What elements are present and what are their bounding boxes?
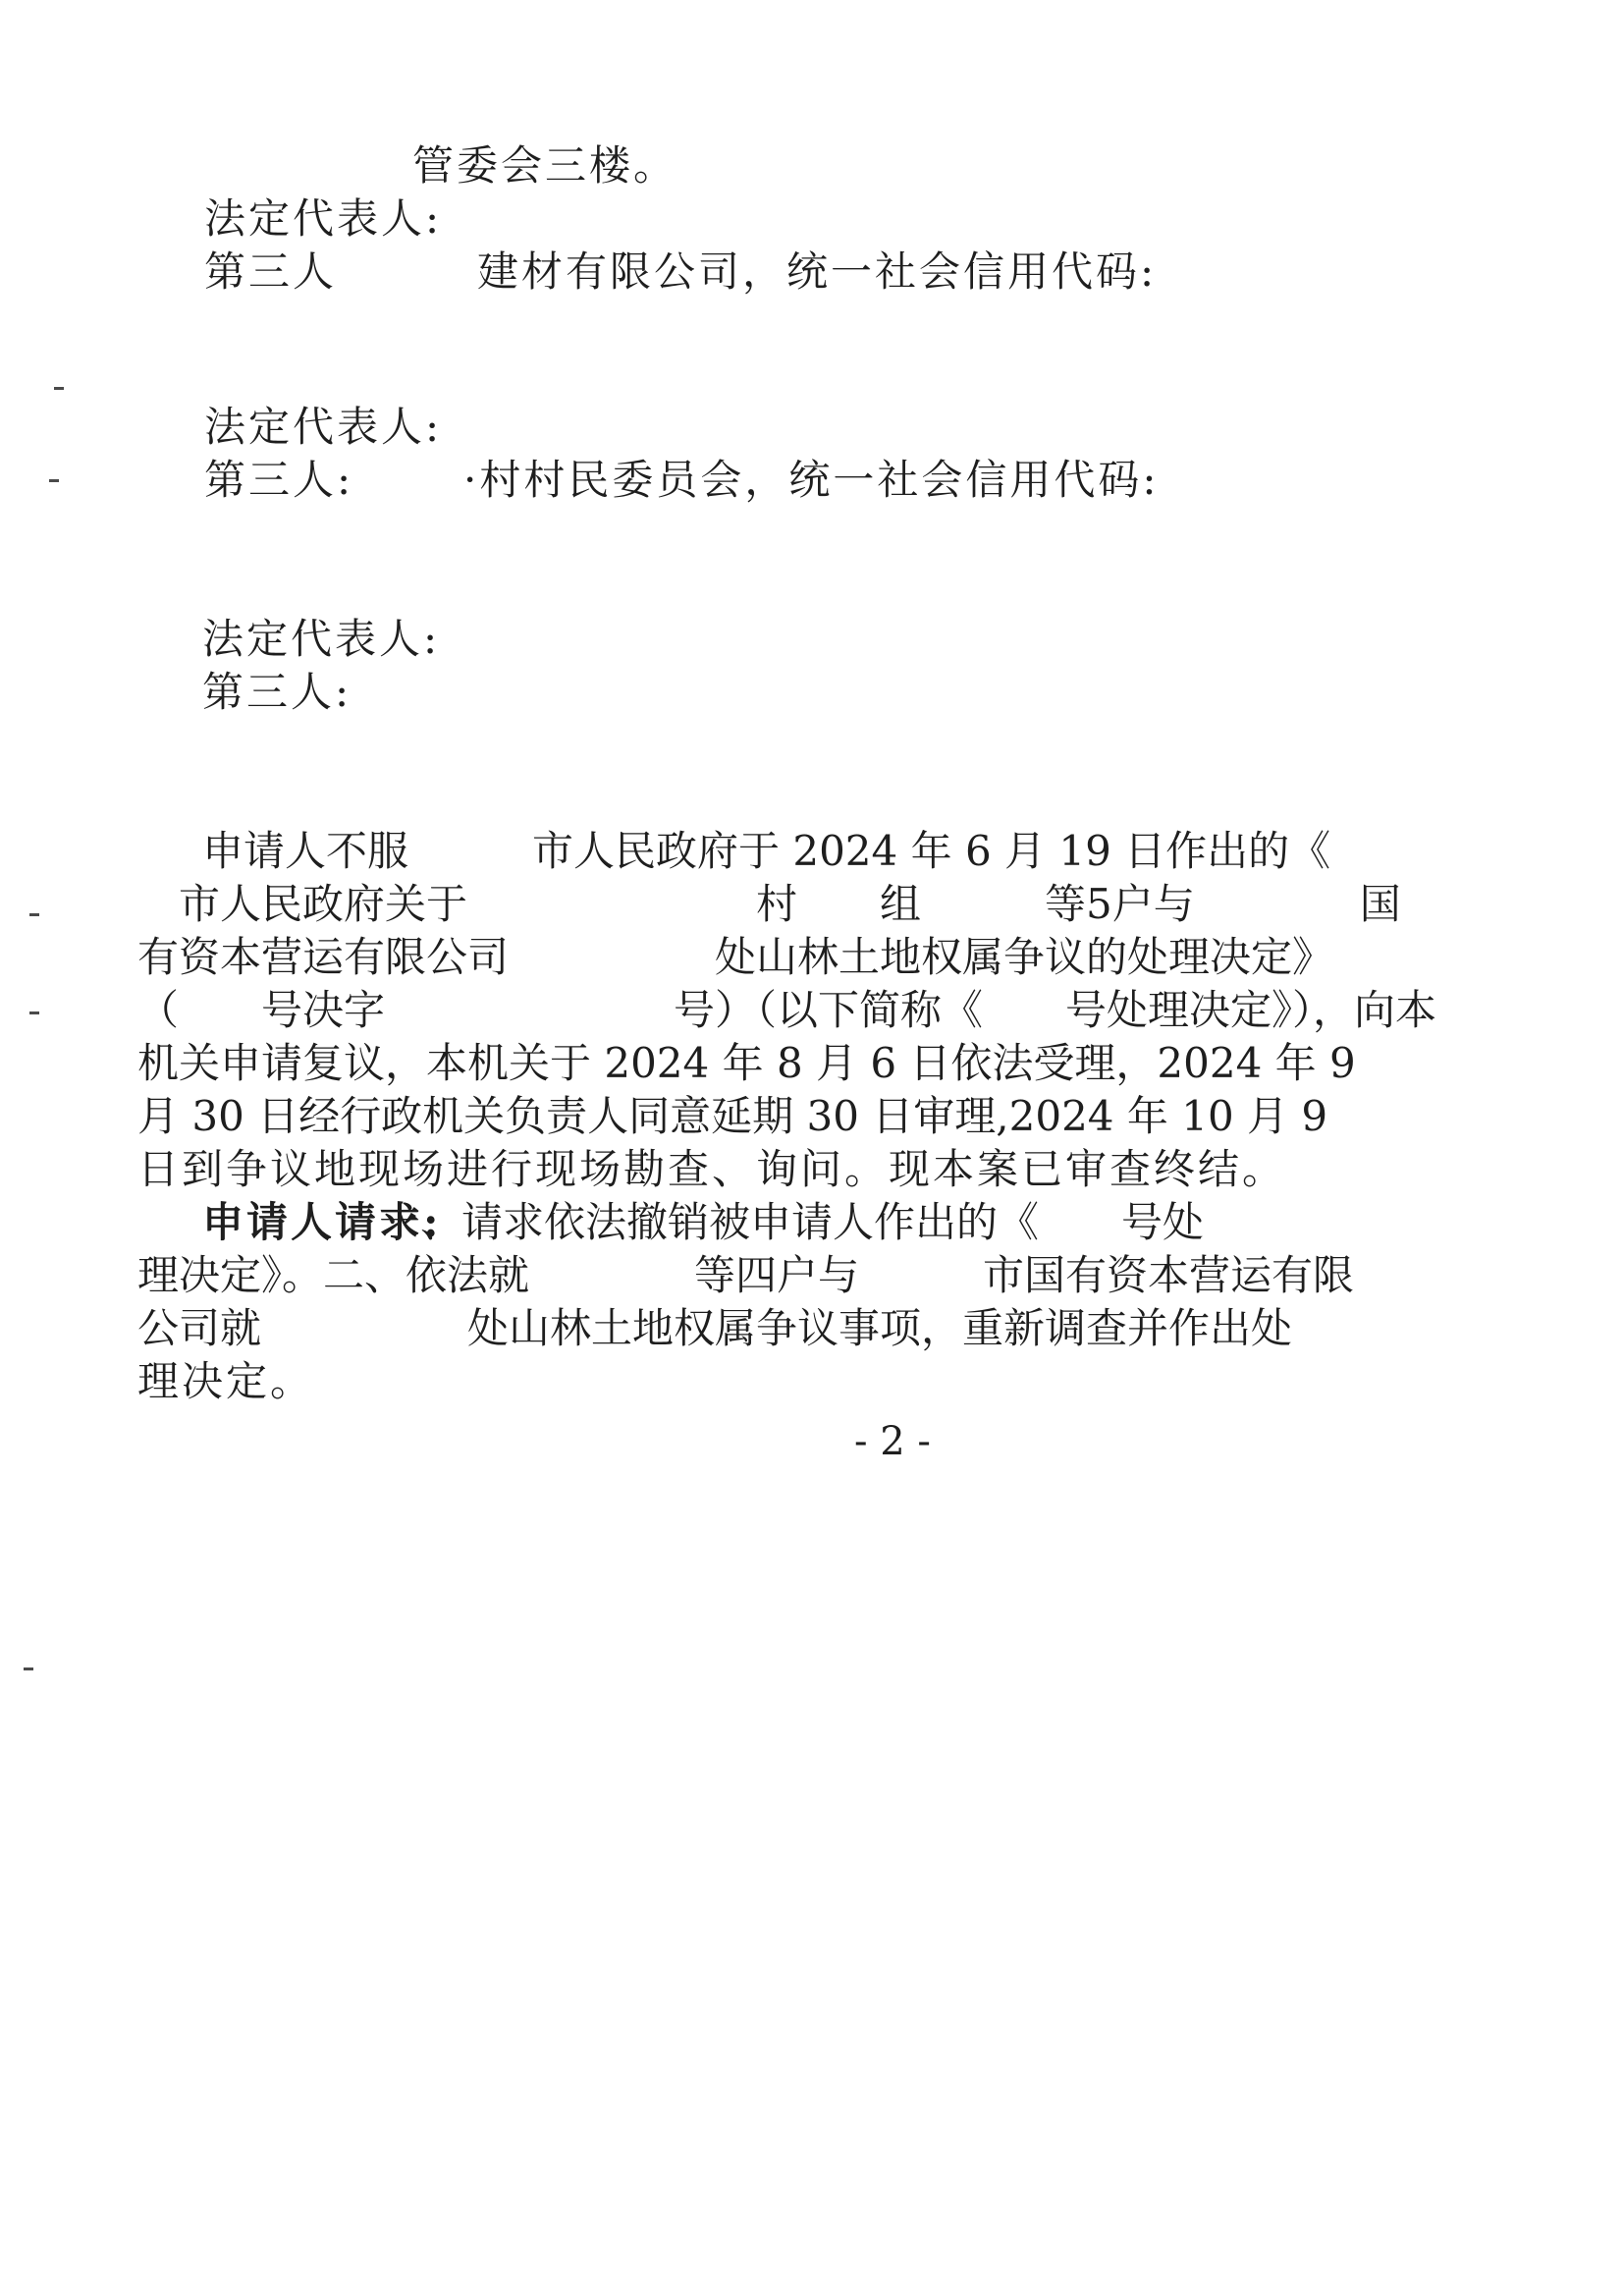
scan-speck xyxy=(49,479,59,482)
applicant-request-line-2: 理决定》。二、依法就 等四户与 市国有资本营运有限 xyxy=(137,1251,1355,1299)
scan-speck xyxy=(24,1667,33,1670)
third-party-3-label: 第三人: xyxy=(202,668,352,716)
legal-representative-3: 法定代表人: xyxy=(202,615,441,663)
paragraph-background-line-6: 月 30 日经行政机关负责人同意延期 30 日审理,2024 年 10 月 9 xyxy=(137,1092,1328,1140)
paragraph-background-line-2: 市人民政府关于 村 组 等5户与 国 xyxy=(137,880,1401,928)
applicant-request-line-3: 公司就 处山林土地权属争议事项，重新调查并作出处 xyxy=(137,1304,1293,1352)
scan-speck xyxy=(54,387,64,390)
third-party-2-name: ·村村民委员会，统一社会信用代码: xyxy=(463,456,1160,504)
applicant-request-heading: 申请人请求: xyxy=(202,1198,442,1246)
page-number: - 2 - xyxy=(854,1419,931,1464)
line-address-continued: 管委会三楼。 xyxy=(412,141,678,190)
third-party-1-label: 第三人 xyxy=(204,247,338,296)
third-party-2-label: 第三人: xyxy=(204,456,354,504)
applicant-request-line-1: 一、请求依法撤销被申请人作出的《 号处 xyxy=(379,1198,1205,1246)
scan-speck xyxy=(29,913,39,916)
legal-representative-2: 法定代表人: xyxy=(204,403,443,451)
applicant-request-line-4: 理决定。 xyxy=(137,1357,315,1405)
third-party-1-name: 建材有限公司，统一社会信用代码: xyxy=(477,247,1158,296)
paragraph-background-line-5: 机关申请复议，本机关于 2024 年 8 月 6 日依法受理，2024 年 9 xyxy=(137,1039,1356,1087)
paragraph-background-line-3: 有资本营运有限公司 处山林土地权属争议的处理决定》 xyxy=(137,933,1334,981)
scan-speck xyxy=(29,1011,39,1014)
paragraph-background-line-4: （ 号决字 号）（以下简称《 号处理决定》），向本 xyxy=(137,986,1437,1034)
legal-representative-1: 法定代表人: xyxy=(204,194,443,243)
paragraph-background-line-1: 申请人不服 市人民政府于 2024 年 6 月 19 日作出的《 xyxy=(202,827,1331,875)
paragraph-background-line-7: 日到争议地现场进行现场勘查、询问。现本案已审查终结。 xyxy=(137,1145,1287,1193)
